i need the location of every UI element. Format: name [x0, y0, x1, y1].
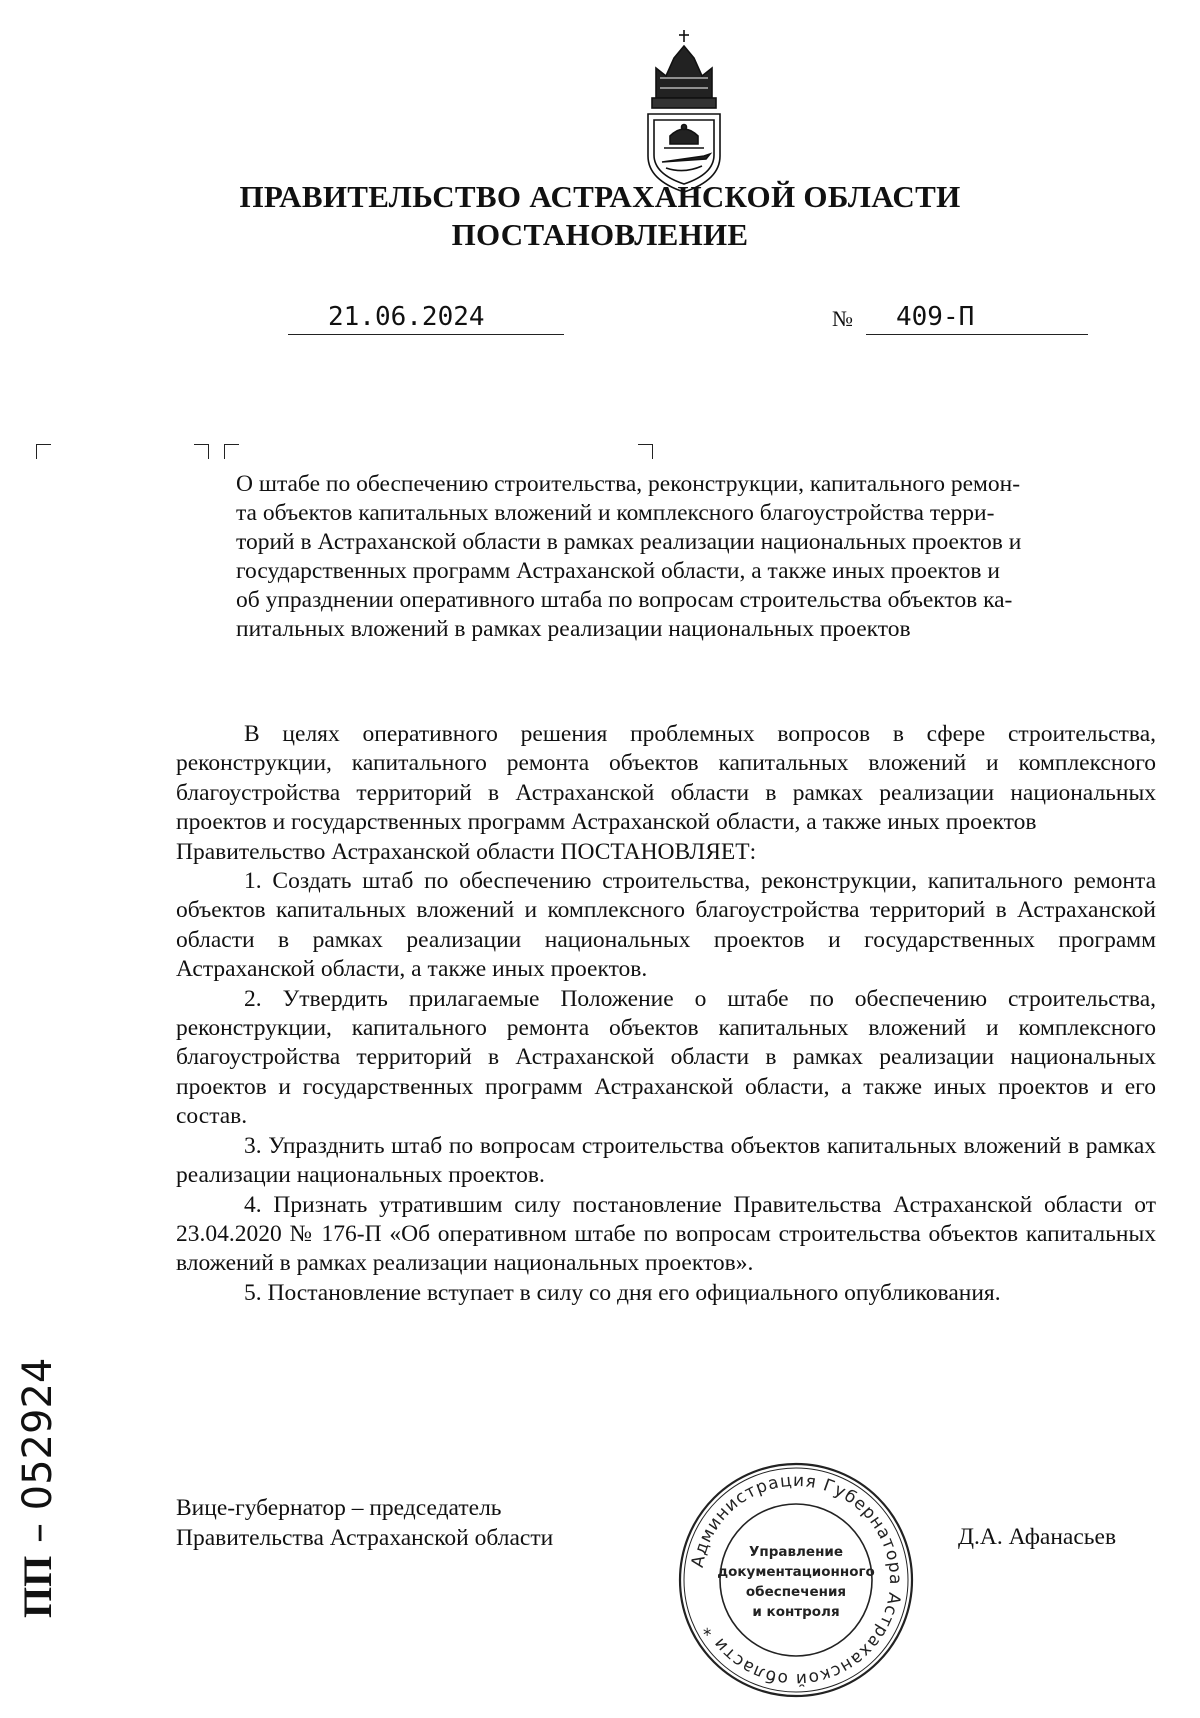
date-field	[288, 300, 564, 335]
document-subject	[236, 470, 1156, 644]
document-body	[176, 720, 1156, 1308]
preamble-paragraph: В целях оперативного решения проблемных вопросов в сфере строительства, реконструкции, капитального ремонта объектов капитальных вложений и комплексного благоустройства территорий в Астраханской области в рамках реализации национальных проектов и государственных программ Астраханской области, а также иных проектов	[176, 721, 1156, 836]
stamp-center-line: Управление	[748, 1544, 844, 1560]
coat-of-arms-emblem	[636, 28, 732, 196]
number-sign: №	[832, 306, 853, 331]
official-stamp	[676, 1460, 916, 1700]
organization-title: ПРАВИТЕЛЬСТВО АСТРАХАНСКОЙ ОБЛАСТИ	[239, 179, 961, 214]
subject-line: питальных вложений в рамках реализации национальных проектов	[236, 616, 911, 642]
stamp-ring-text: Администрация Губернатора Астраханской области *	[687, 1470, 906, 1690]
corner-bracket	[224, 444, 239, 459]
position-line: Правительства Астраханской области	[176, 1525, 554, 1551]
item-paragraph: 3. Упразднить штаб по вопросам строительства объектов капитальных вложений в рамках реализации национальных проектов.	[176, 1132, 1156, 1189]
margin-serial-number	[15, 1357, 61, 1618]
item-paragraph: 1. Создать штаб по обеспечению строительства, реконструкции, капитального ремонта объектов капитальных вложений и комплексного благоустройства территорий в Астраханской области в рамках реализации национальных проектов и государственных программ Астраханской области, а также иных проектов.	[176, 868, 1156, 983]
stamp-center-line: обеспечения	[745, 1584, 847, 1600]
subject-line: торий в Астраханской области в рамках реализации национальных проектов и	[236, 529, 1022, 555]
subject-line: та объектов капитальных вложений и комплексного благоустройства терри-	[236, 500, 995, 526]
item-paragraph: 4. Признать утратившим силу постановление Правительства Астраханской области от 23.04.2020 № 176-П «Об оперативном штабе по вопросам строительства объектов капитальных вложений в рамках реализации национальных проектов».	[176, 1191, 1156, 1277]
corner-bracket	[194, 444, 209, 459]
subject-line: об упразднении оперативного штаба по вопросам строительства объектов ка-	[236, 587, 1013, 613]
document-type: ПОСТАНОВЛЕНИЕ	[451, 217, 749, 252]
resolves-paragraph: Правительство Астраханской области ПОСТАНОВЛЯЕТ:	[176, 838, 757, 865]
number-field	[866, 300, 1088, 335]
signatory-name: Д.А. Афанасьев	[958, 1524, 1117, 1550]
corner-bracket	[638, 444, 653, 459]
item-paragraph: 5. Постановление вступает в силу со дня его официального опубликования.	[244, 1279, 1001, 1306]
corner-bracket	[36, 444, 51, 459]
document-header	[0, 178, 1200, 254]
signatory-position	[176, 1493, 553, 1553]
subject-line: О штабе по обеспечению строительства, реконструкции, капитального ремон-	[236, 471, 1021, 497]
item-paragraph: 2. Утвердить прилагаемые Положение о штабе по обеспечению строительства, реконструкции, капитального ремонта объектов капитальных вложений и комплексного благоустройства территорий в Астраханской области в рамках реализации национальных проектов и государственных программ Астраханской области, а также иных проектов и его состав.	[176, 985, 1156, 1130]
document-date: 21.06.2024	[328, 302, 485, 332]
subject-line: государственных программ Астраханской области, а также иных проектов и	[236, 558, 1000, 584]
document-number: 409-П	[896, 302, 975, 332]
stamp-center-line: документационного	[717, 1564, 875, 1580]
serial-prefix: ПП	[15, 1555, 60, 1618]
stamp-center-line: и контроля	[752, 1604, 840, 1620]
position-line: Вице-губернатор – председатель	[176, 1495, 502, 1521]
serial-digits: – 052924	[15, 1357, 61, 1556]
